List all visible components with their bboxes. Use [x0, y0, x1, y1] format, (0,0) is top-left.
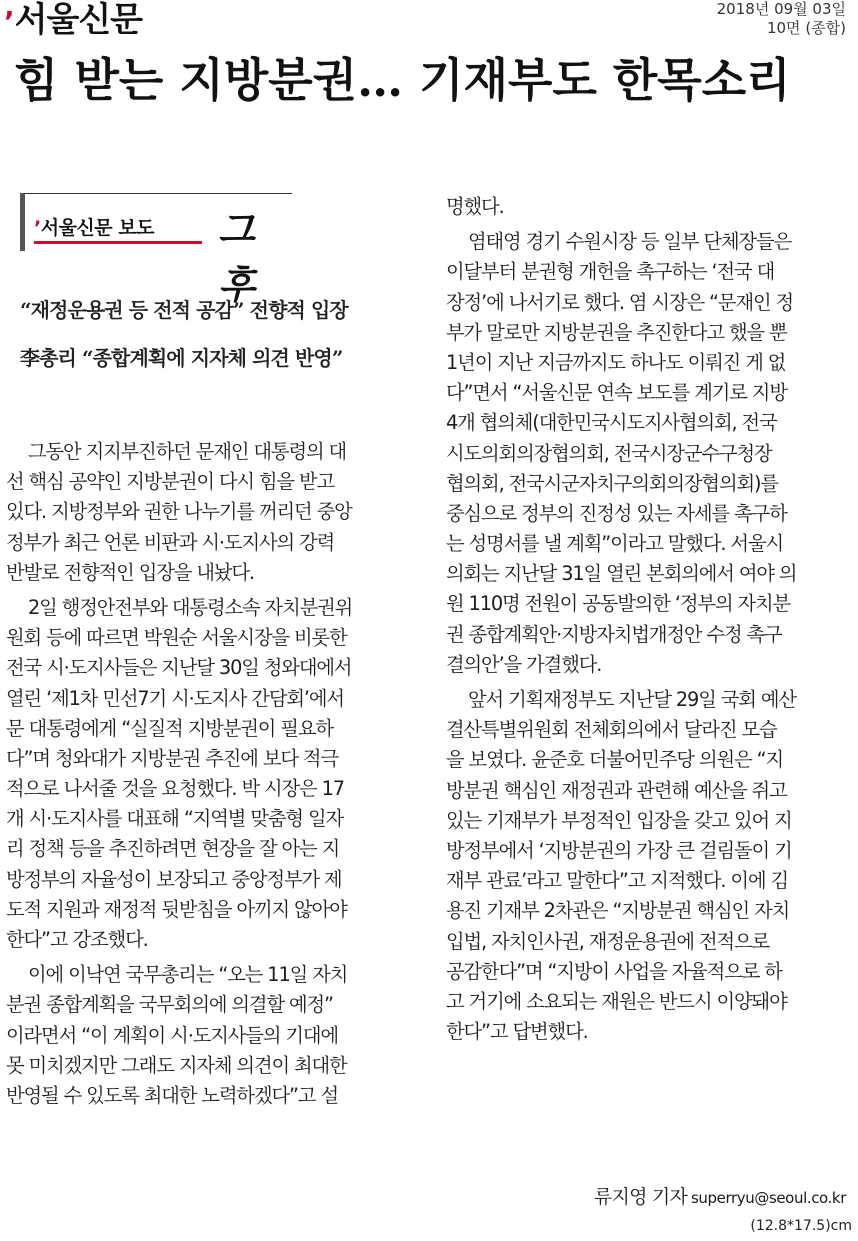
body-line: 1년이 지난 지금까지도 하나도 이뤄진 게 없 — [446, 350, 786, 374]
body-line: 염태영 경기 수원시장 등 일부 단체장들은 — [468, 230, 792, 254]
body-line: 못 미치겠지만 그래도 지자체 의견이 최대한 — [6, 1053, 347, 1077]
body-line: 원회 등에 따르면 박원순 서울시장을 비롯한 — [6, 626, 347, 650]
page-section: 10면 (종합) — [766, 19, 846, 37]
body-line: 이라면서 “이 계획이 시·도지사들의 기대에 — [6, 1023, 338, 1047]
byline — [594, 1182, 846, 1209]
body-line: 문 대통령에게 “실질적 지방분권이 필요하 — [6, 716, 333, 740]
subhead-2: 李총리 “종합계획에 지자체 의견 반영” — [20, 346, 343, 370]
body-line: 방분권 핵심인 재정권과 관련해 예산을 쥐고 — [446, 778, 787, 802]
kicker-mark: ’ — [34, 217, 41, 239]
body-line: 고 거기에 소요되는 재원은 반드시 이양돼야 — [446, 989, 787, 1013]
logo-text: 서울신문 — [14, 0, 143, 40]
body-line: 의회는 지난달 31일 열린 본회의에서 여야 의 — [446, 562, 797, 586]
reporter-name: 류지영 기자 — [594, 1186, 688, 1208]
body-line: 정부가 최근 언론 비판과 시·도지사의 강력 — [6, 530, 335, 554]
body-line: 을 보였다. 윤준호 더불어민주당 의원은 “지 — [446, 748, 783, 772]
body-line: 중심으로 정부의 진정성 있는 자세를 촉구하 — [446, 501, 787, 525]
body-column-left — [6, 437, 420, 1111]
body-line: 적으로 나서줄 것을 요청했다. 박 시장은 17 — [6, 777, 344, 801]
body-line: 한다”고 강조했다. — [6, 928, 148, 951]
body-line: 재부 관료’라고 말한다”고 지적했다. 이에 김 — [446, 869, 789, 893]
body-line: 다”며 청와대가 지방분권 추진에 보다 적극 — [6, 746, 338, 770]
body-line: 있다. 지방정부와 권한 나누기를 꺼리던 중앙 — [6, 500, 352, 524]
body-line: 용진 기재부 2차관은 “지방분권 핵심인 자치 — [446, 899, 790, 923]
kicker-bar — [20, 193, 25, 251]
body-line: 4개 협의체(대한민국시도지사협의회, 전국 — [446, 411, 777, 435]
dateline — [717, 0, 846, 38]
body-line: 앞서 기획재정부도 지난달 29일 국회 예산 — [468, 688, 796, 711]
body-line: 열린 ‘제1차 민선7기 시·도지사 간담회’에서 — [6, 686, 344, 710]
logo-mark: ’ — [4, 5, 14, 38]
body-line: 전국 시·도지사들은 지난달 30일 청와대에서 — [6, 656, 352, 680]
body-line: 는 성명서를 낼 계획”이라고 말했다. 서울시 — [446, 532, 783, 556]
body-line: 리 정책 등을 추진하려면 현장을 잘 아는 지 — [6, 837, 340, 861]
kicker-label — [34, 213, 154, 240]
body-line: 협의회, 전국시군자치구의회의장협의회)를 — [446, 471, 778, 495]
article-size-note: (12.8*17.5)cm — [750, 1218, 852, 1234]
subhead-1: “재정운용권 등 전적 공감” 전향적 입장 — [20, 298, 348, 322]
body-line: 다”면서 “서울신문 연속 보도를 계기로 지방 — [446, 381, 787, 405]
body-line: 시도의회의장협의회, 전국시장군수구청장 — [446, 441, 772, 465]
headline: 힘 받는 지방분권… 기재부도 한목소리 — [14, 53, 791, 107]
body-line: 방정부의 자율성이 보장되고 중앙정부가 제 — [6, 867, 342, 891]
body-line: 선 핵심 공약인 지방분권이 다시 힘을 받고 — [6, 470, 335, 494]
body-line: 도적 지원과 재정적 뒷받침을 아끼지 않아야 — [6, 897, 347, 921]
body-line: 방정부에서 ‘지방분권의 가장 큰 걸림돌이 기 — [446, 838, 792, 862]
kicker-script: 그후 — [218, 207, 257, 307]
publish-date: 2018년 09월 03일 — [716, 0, 846, 18]
body-column-right — [446, 192, 850, 1047]
body-line: 2일 행정안전부와 대통령소속 자치분권위 — [28, 595, 353, 619]
body-line: 있는 기재부가 부정적인 입장을 갖고 있어 지 — [446, 808, 792, 832]
body-line: 권 종합계획안·지방자치법개정안 수정 촉구 — [446, 622, 782, 646]
kicker-underline — [34, 241, 202, 244]
body-line: 명했다. — [446, 195, 504, 218]
body-line: 반발로 전향적인 입장을 내놨다. — [6, 560, 254, 584]
kicker-rule — [20, 193, 292, 194]
body-line: 원 110명 전원이 공동발의한 ‘정부의 자치분 — [446, 592, 791, 616]
body-line: 입법, 자치인사권, 재정운용권에 전적으로 — [446, 929, 770, 953]
kicker-label-text: 서울신문 보도 — [40, 217, 154, 239]
body-line: 공감한다”며 “지방이 사업을 자율적으로 하 — [446, 959, 782, 983]
body-line: 한다”고 답변했다. — [446, 1020, 588, 1044]
body-line: 그동안 지지부진하던 문재인 대통령의 대 — [28, 440, 347, 463]
body-line: 이에 이낙연 국무총리는 “오는 11일 자치 — [28, 963, 348, 987]
body-line: 개 시·도지사를 대표해 “지역별 맞춤형 일자 — [6, 807, 343, 831]
body-line: 부가 말로만 지방분권을 추진한다고 했을 뿐 — [446, 320, 787, 344]
body-line: 결산특별위원회 전체회의에서 달라진 모습 — [446, 718, 777, 742]
body-line: 분권 종합계획을 국무회의에 의결할 예정” — [6, 993, 333, 1017]
body-line: 반영될 수 있도록 최대한 노력하겠다”고 설 — [6, 1083, 338, 1107]
reporter-email: superryu@seoul.co.kr — [691, 1189, 846, 1207]
body-line: 장정’에 나서기로 했다. 염 시장은 “문재인 정 — [446, 290, 794, 314]
masthead-logo — [4, 0, 142, 42]
follow-up-kicker — [20, 193, 292, 307]
body-line: 결의안’을 가결했다. — [446, 652, 602, 676]
body-line: 이달부터 분권형 개헌을 촉구하는 ‘전국 대 — [446, 260, 775, 284]
